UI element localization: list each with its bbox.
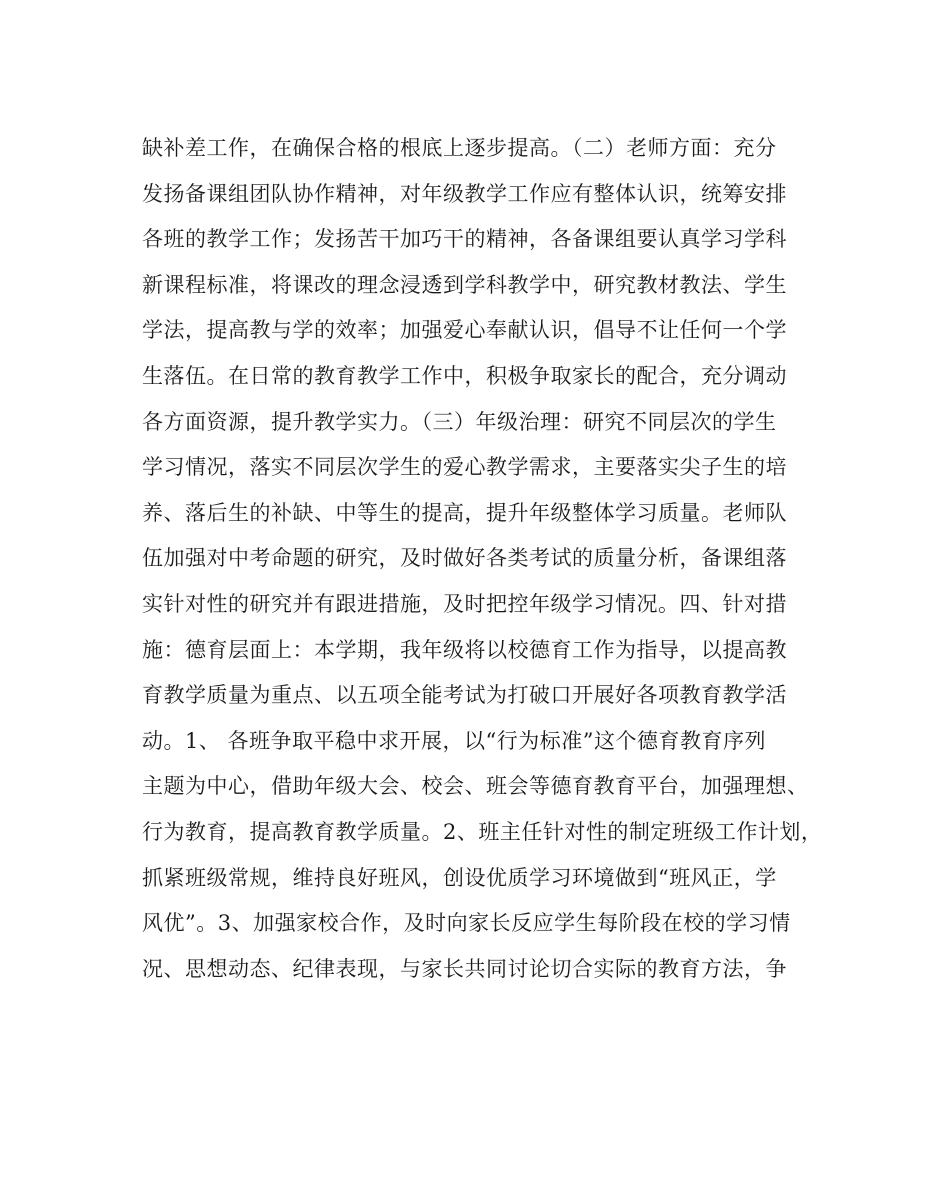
- text-line: 抓紧班级常规，维持良好班风，创设优质学习环境做到“班风正，学: [142, 865, 777, 890]
- text-line: 新课程标准，将课改的理念浸透到学科教学中，研究教材教法、学生: [142, 272, 787, 297]
- text-line: 学法，提高教与学的效率；加强爱心奉献认识，倡导不让任何一个学: [142, 318, 787, 343]
- text-line: 实针对性的研究并有跟进措施，及时把控年级学习情况。四、针对措: [142, 591, 787, 616]
- text-line: 施：德育层面上：本学期，我年级将以校德育工作为指导，以提高教: [142, 637, 787, 662]
- text-line: 养、落后生的补缺、中等生的提高，提升年级整体学习质量。老师队: [142, 500, 787, 525]
- text-line: 主题为中心，借助年级大会、校会、班会等德育教育平台，加强理想、: [142, 774, 809, 799]
- body-text: [142, 126, 842, 992]
- text-line: 动。1、 各班争取平稳中求开展，以“行为标准”这个德育教育序列: [142, 728, 767, 753]
- text-line: 各方面资源，提升教学实力。（三）年级治理：研究不同层次的学生: [142, 409, 777, 434]
- text-line: 行为教育，提高教育教学质量。2、班主任针对性的制定班级工作计划，: [142, 819, 823, 844]
- text-line: 各班的教学工作；发扬苦干加巧干的精神，各备课组要认真学习学科: [142, 227, 787, 252]
- text-line: 伍加强对中考命题的研究，及时做好各类考试的质量分析，备课组落: [142, 546, 787, 571]
- text-line: 生落伍。在日常的教育教学工作中，积极争取家长的配合，充分调动: [142, 363, 787, 388]
- text-line: 况、思想动态、纪律表现，与家长共同讨论切合实际的教育方法，争: [142, 956, 787, 981]
- text-line: 育教学质量为重点、以五项全能考试为打破口开展好各项教育教学活: [142, 683, 787, 708]
- text-line: 风优”。3、加强家校合作，及时向家长反应学生每阶段在校的学习情: [142, 911, 791, 936]
- text-line: 学习情况，落实不同层次学生的爱心教学需求，主要落实尖子生的培: [142, 455, 787, 480]
- text-line: 缺补差工作，在确保合格的根底上逐步提高。（二）老师方面：充分: [142, 136, 777, 160]
- text-line: 发扬备课组团队协作精神，对年级教学工作应有整体认识，统筹安排: [142, 181, 787, 206]
